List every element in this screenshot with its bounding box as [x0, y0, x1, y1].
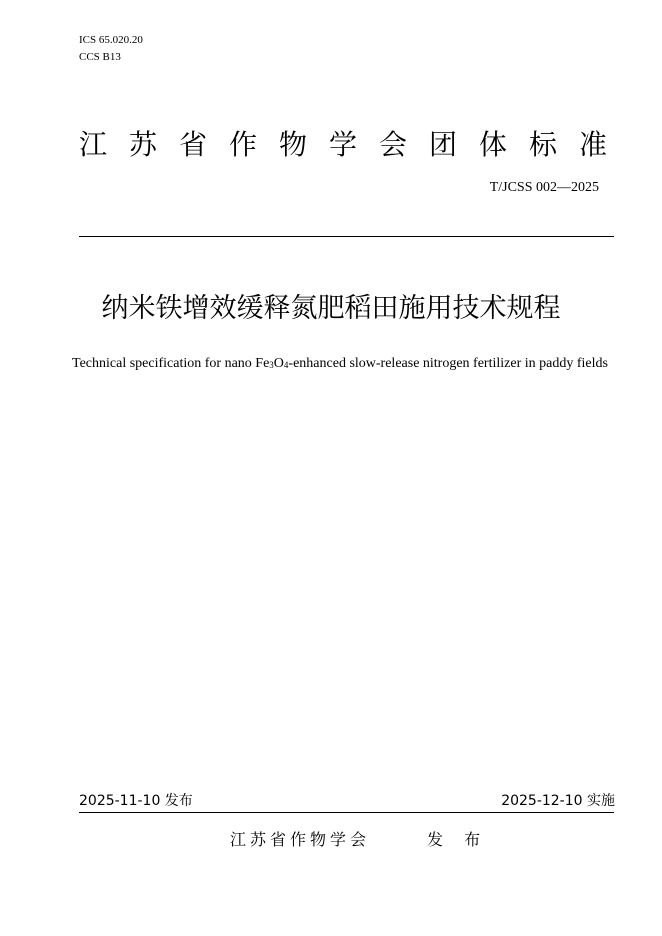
title-en-part1: Technical specification for nano Fe	[72, 356, 270, 371]
document-title-chinese: 纳米铁增效缓释氮肥稻田施用技术规程	[101, 293, 561, 324]
publish-date: 2025-11-10 发布	[79, 793, 193, 809]
ccs-code: CCS B13	[79, 51, 121, 63]
implement-date: 2025-12-10 实施	[501, 793, 615, 809]
standard-number: T/JCSS 002—2025	[489, 180, 599, 195]
document-title-english	[70, 352, 610, 376]
publish-label: 发 布	[427, 830, 489, 849]
publisher-name: 江苏省作物学会	[230, 830, 371, 849]
organization-standard-title: 江苏省作物学会团体标准	[79, 128, 630, 161]
top-divider	[79, 236, 614, 237]
title-en-subscript-4: 4	[283, 360, 289, 370]
ics-code: ICS 65.020.20	[79, 34, 143, 46]
title-en-part2: O	[273, 356, 284, 371]
title-en-part3: -enhanced slow-release nitrogen fertilizer in paddy fields	[288, 356, 608, 371]
title-en-subscript-3: 3	[269, 360, 274, 370]
bottom-divider	[79, 812, 614, 813]
